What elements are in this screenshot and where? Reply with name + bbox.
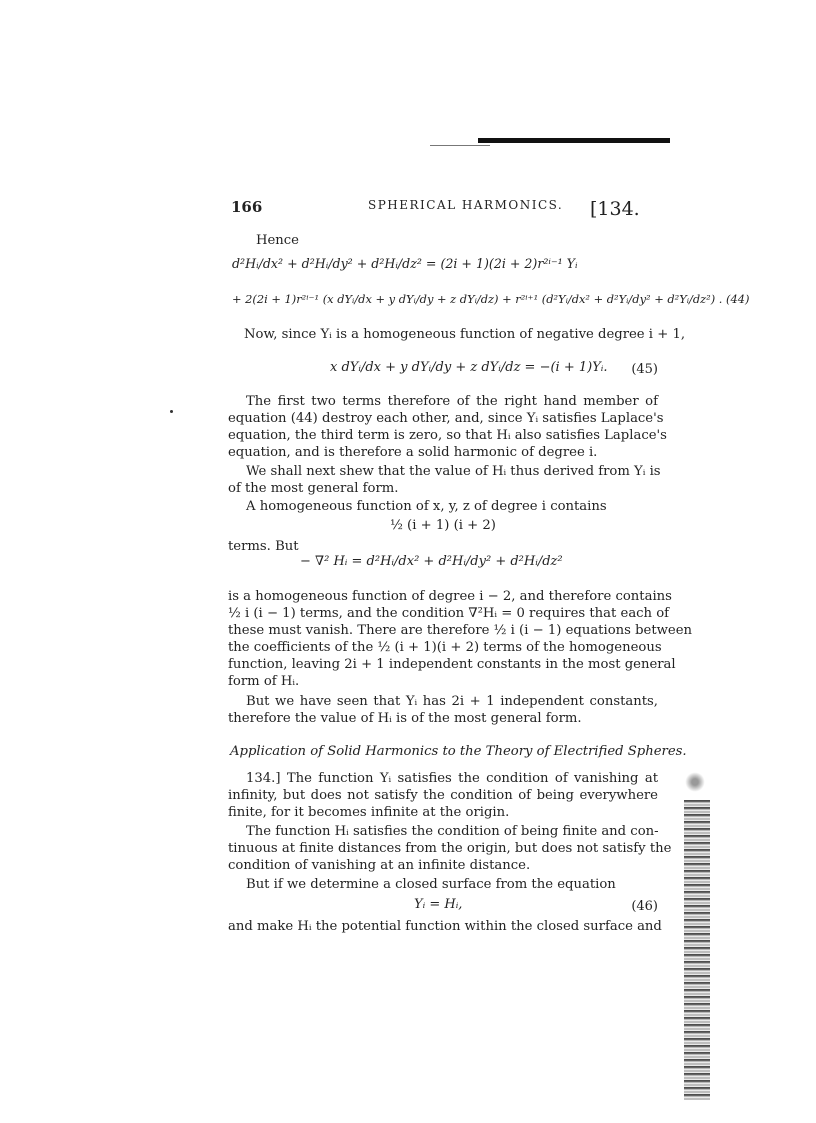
paragraph-line: finite, for it becomes infinite at the origin.	[228, 805, 510, 820]
paragraph-line: But if we determine a closed surface from the equation	[246, 877, 616, 892]
hence-label: Hence	[256, 233, 299, 248]
equation-45-number: (45)	[631, 362, 658, 377]
paragraph-line: function, leaving 2i + 1 independent constants in the most general	[228, 657, 676, 672]
scan-edge-speck	[684, 770, 706, 794]
page-number: 166	[231, 198, 263, 216]
paragraph-line: of the most general form.	[228, 481, 399, 496]
terms-but-line: terms. But	[228, 539, 299, 554]
paragraph-line: is a homogeneous function of degree i − 2, and therefore contains	[228, 589, 672, 604]
paragraph-line: and make Hᵢ the potential function within the closed surface and	[228, 919, 662, 934]
section-subheading: Application of Solid Harmonics to the Theory of Electrified Spheres.	[230, 744, 687, 759]
paragraph-line: tinuous at finite distances from the origin, but does not satisfy the	[228, 841, 672, 856]
paragraph-line: these must vanish. There are therefore ½ i (i − 1) equations between	[228, 623, 693, 638]
equation-46-number: (46)	[631, 899, 658, 914]
equation-45: x dYᵢ/dx + y dYᵢ/dy + z dYᵢ/dz = −(i + 1)Yᵢ.	[330, 360, 608, 375]
paragraph-line: We shall next shew that the value of Hᵢ thus derived from Yᵢ is	[246, 464, 661, 479]
paragraph-line: infinity, but does not satisfy the condition of being everywhere	[228, 788, 658, 803]
margin-dot	[170, 410, 173, 413]
paragraph-line: equation (44) destroy each other, and, since Yᵢ satisfies Laplace's	[228, 411, 664, 426]
scan-edge-artifact	[684, 800, 710, 1100]
header-rule	[478, 138, 670, 143]
paragraph-line: The function Hᵢ satisfies the condition of being finite and con-	[246, 824, 659, 839]
paragraph-line: The first two terms therefore of the right hand member of	[246, 394, 658, 409]
term-count-expression: ½ (i + 1) (i + 2)	[390, 518, 496, 533]
paragraph-line: But we have seen that Yᵢ has 2i + 1 independent constants,	[246, 694, 658, 709]
equation-44-line1: d²Hᵢ/dx² + d²Hᵢ/dy² + d²Hᵢ/dz² = (2i + 1)(2i + 2)r²ⁱ⁻¹ Yᵢ	[232, 256, 578, 271]
paragraph-line: equation, and is therefore a solid harmonic of degree i.	[228, 445, 598, 460]
equation-46: Yᵢ = Hᵢ,	[414, 897, 463, 912]
paragraph-line: 134.] The function Yᵢ satisfies the condition of vanishing at	[246, 771, 658, 786]
paragraph-line: therefore the value of Hᵢ is of the most general form.	[228, 711, 582, 726]
paragraph-line: the coefficients of the ½ (i + 1)(i + 2) terms of the homogeneous	[228, 640, 662, 655]
paragraph-line: form of Hᵢ.	[228, 674, 300, 689]
equation-44-line2: + 2(2i + 1)r²ⁱ⁻¹ (x dYᵢ/dx + y dYᵢ/dy + z dYᵢ/dz) + r²ⁱ⁺¹ (d²Yᵢ/dx² + d²Yᵢ/dy² + d²Yᵢ/dz²) . (44)	[232, 292, 750, 306]
scan-mark	[430, 145, 490, 146]
running-title: SPHERICAL HARMONICS.	[368, 198, 564, 212]
paragraph-line: equation, the third term is zero, so that Hᵢ also satisfies Laplace's	[228, 428, 667, 443]
paragraph-line: condition of vanishing at an infinite distance.	[228, 858, 531, 873]
laplacian-equation: − ∇² Hᵢ = d²Hᵢ/dx² + d²Hᵢ/dy² + d²Hᵢ/dz²	[300, 554, 563, 569]
paragraph-line: A homogeneous function of x, y, z of degree i contains	[246, 499, 607, 514]
now-since-line: Now, since Yᵢ is a homogeneous function of negative degree i + 1,	[244, 327, 686, 342]
section-reference: [134.	[590, 198, 640, 220]
paragraph-line: ½ i (i − 1) terms, and the condition ∇²Hᵢ = 0 requires that each of	[228, 606, 670, 621]
